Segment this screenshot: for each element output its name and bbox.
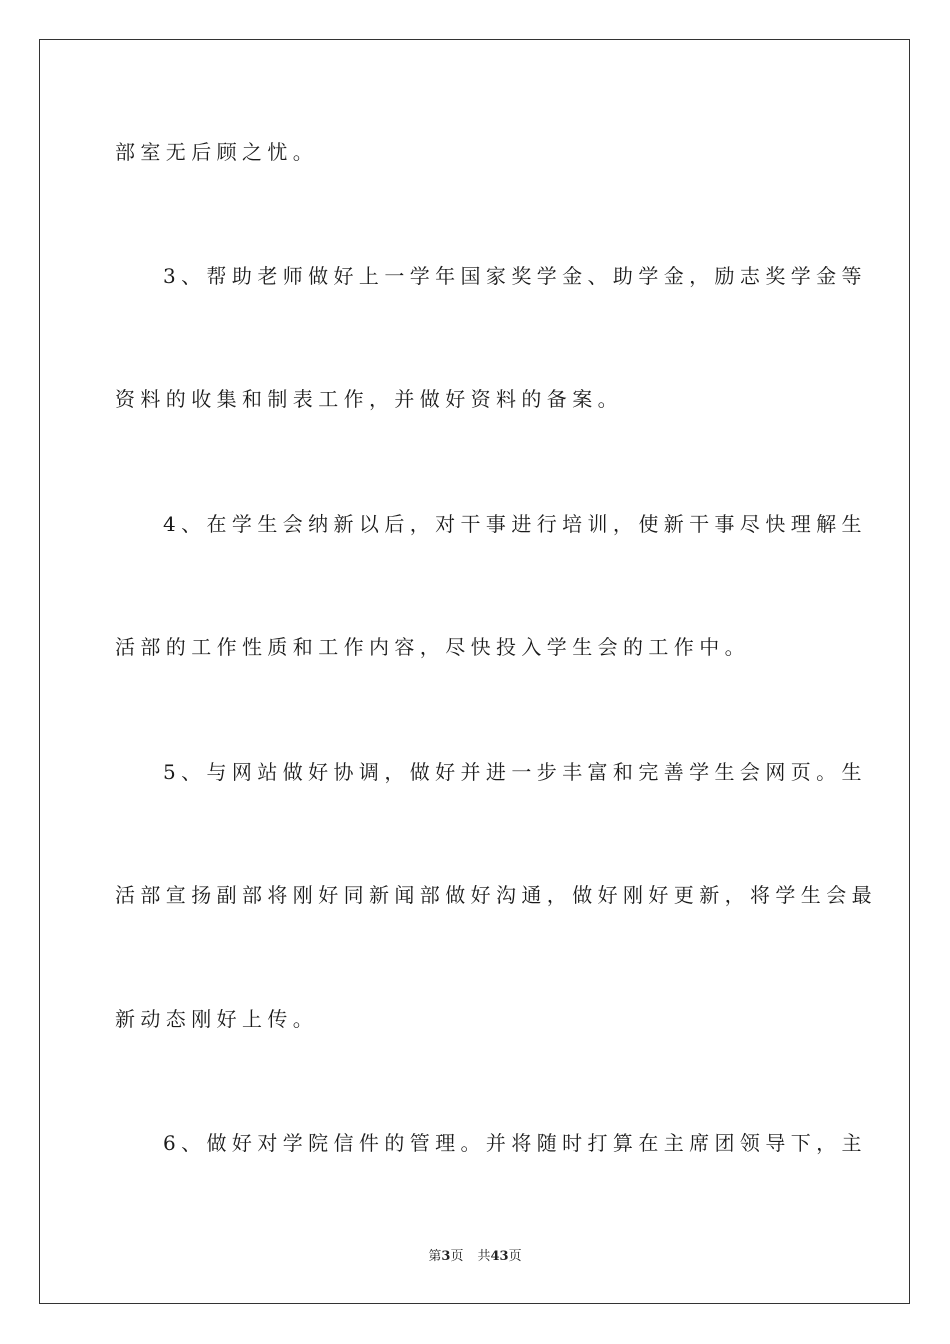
paragraph-line-6: 5、与网站做好协调，做好并进一步丰富和完善学生会网页。生: [163, 760, 867, 784]
paragraph-line-5: 活部的工作性质和工作内容，尽快投入学生会的工作中。: [115, 635, 750, 659]
paragraph-line-3: 资料的收集和制表工作，并做好资料的备案。: [115, 387, 623, 411]
paragraph-line-7: 活部宣扬副部将刚好同新闻部做好沟通，做好刚好更新，将学生会最: [115, 883, 877, 907]
paragraph-line-2: 3、帮助老师做好上一学年国家奖学金、助学金，励志奖学金等: [163, 264, 867, 288]
paragraph-line-9: 6、做好对学院信件的管理。并将随时打算在主席团领导下，主: [163, 1131, 867, 1155]
footer-total-pages: 43: [490, 1249, 509, 1264]
page-border: [39, 39, 910, 1304]
footer-total-suffix: 页: [508, 1249, 522, 1264]
footer-total-prefix: 共: [477, 1249, 491, 1264]
page-footer: [0, 1248, 950, 1266]
footer-page-number: 3: [441, 1249, 451, 1264]
footer-page-suffix: 页: [450, 1249, 464, 1264]
paragraph-line-8: 新动态刚好上传。: [115, 1007, 319, 1031]
paragraph-line-4: 4、在学生会纳新以后，对干事进行培训，使新干事尽快理解生: [163, 512, 867, 536]
paragraph-line-1: 部室无后顾之忧。: [115, 140, 319, 164]
footer-page-prefix: 第: [428, 1249, 442, 1264]
